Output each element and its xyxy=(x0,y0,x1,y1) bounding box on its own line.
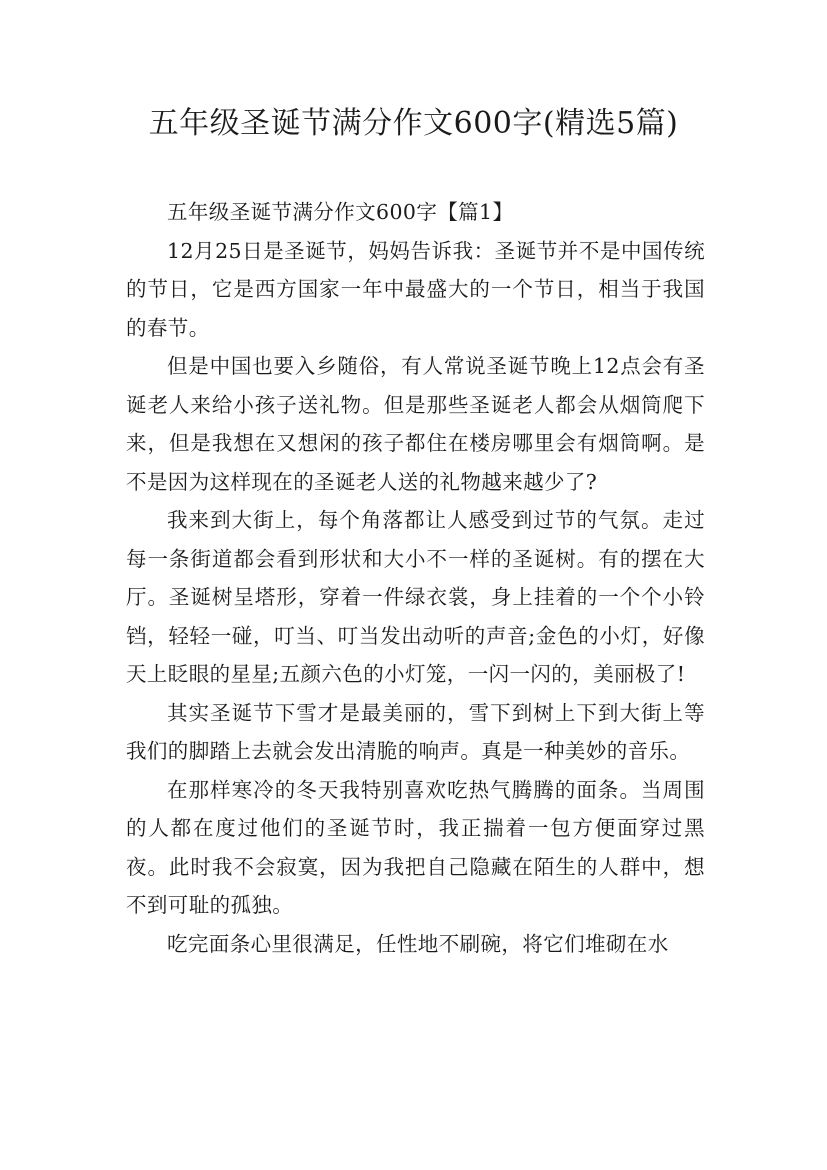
paragraph: 但是中国也要入乡随俗，有人常说圣诞节晚上12点会有圣诞老人来给小孩子送礼物。但是那些圣诞老人都会从烟筒爬下来，但是我想在又想闲的孩子都住在楼房哪里会有烟筒啊。是不是因为这样现在的圣诞老人送的礼物越来越少了? xyxy=(126,354,705,494)
document-title: 五年级圣诞节满分作文600字(精选5篇) xyxy=(148,106,679,141)
paragraph: 12月25日是圣诞节，妈妈告诉我：圣诞节并不是中国传统的节日，它是西方国家一年中最盛大的一个节日，相当于我国的春节。 xyxy=(126,238,705,340)
paragraph: 我来到大街上，每个角落都让人感受到过节的气氛。走过每一条街道都会看到形状和大小不一样的圣诞树。有的摆在大厅。圣诞树呈塔形，穿着一件绿衣裳，身上挂着的一个个小铃铛，轻轻一碰，叮当、叮当发出动听的声音;金色的小灯，好像天上眨眼的星星;五颜六色的小灯笼，一闪一闪的，美丽极了! xyxy=(126,508,705,686)
section-heading: 五年级圣诞节满分作文600字【篇1】 xyxy=(167,200,514,224)
paragraph: 在那样寒冷的冬天我特别喜欢吃热气腾腾的面条。当周围的人都在度过他们的圣诞节时，我正揣着一包方便面穿过黑夜。此时我不会寂寞，因为我把自己隐藏在陌生的人群中，想不到可耻的孤独。 xyxy=(126,777,705,917)
paragraph: 其实圣诞节下雪才是最美丽的，雪下到树上下到大街上等我们的脚踏上去就会发出清脆的响声。真是一种美妙的音乐。 xyxy=(126,700,705,763)
document-body xyxy=(126,193,705,963)
paragraph: 吃完面条心里很满足，任性地不刷碗，将它们堆砌在水 xyxy=(167,931,669,956)
